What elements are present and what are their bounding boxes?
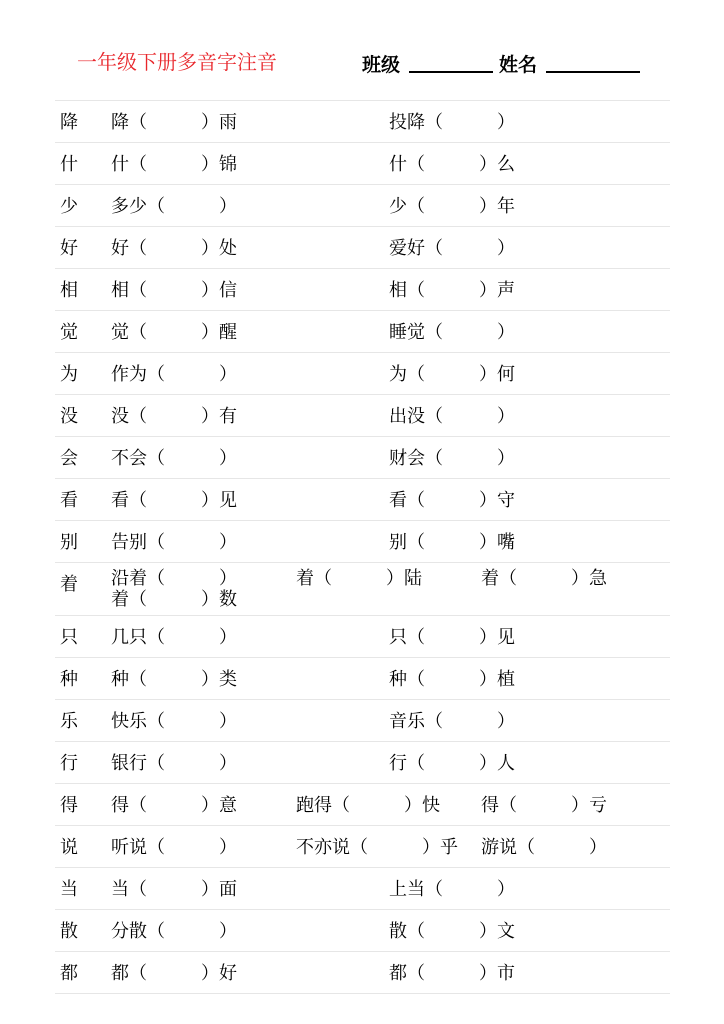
table-row	[55, 521, 670, 563]
polyphone-char: 少	[60, 196, 78, 217]
word-with-blank[interactable]: 当（ ）面	[111, 879, 237, 900]
word-with-blank[interactable]: 着（ ）陆	[296, 568, 422, 589]
polyphone-char: 什	[60, 154, 78, 175]
polyphone-char: 当	[60, 879, 78, 900]
table-row	[55, 563, 670, 616]
polyphone-table	[55, 100, 670, 994]
word-with-blank[interactable]: 散（ ）文	[389, 921, 515, 942]
word-with-blank[interactable]: 相（ ）声	[389, 280, 515, 301]
word-with-blank[interactable]: 少（ ）年	[389, 196, 515, 217]
word-with-blank[interactable]: 得（ ）亏	[481, 795, 607, 816]
word-with-blank[interactable]: 都（ ）市	[389, 963, 515, 984]
name-blank[interactable]	[546, 71, 640, 73]
polyphone-char: 为	[60, 364, 78, 385]
word-with-blank[interactable]: 财会（ ）	[389, 448, 515, 469]
word-with-blank[interactable]: 都（ ）好	[111, 963, 237, 984]
word-with-blank[interactable]: 相（ ）信	[111, 280, 237, 301]
worksheet-title: 一年级下册多音字注音	[77, 50, 277, 74]
word-with-blank[interactable]: 种（ ）类	[111, 669, 237, 690]
word-with-blank[interactable]: 降（ ）雨	[111, 112, 237, 133]
table-row	[55, 437, 670, 479]
polyphone-char: 得	[60, 795, 78, 816]
polyphone-char: 乐	[60, 711, 78, 732]
table-row	[55, 269, 670, 311]
table-row	[55, 227, 670, 269]
word-with-blank[interactable]: 别（ ）嘴	[389, 532, 515, 553]
word-with-blank[interactable]: 告别（ ）	[111, 532, 237, 553]
polyphone-char: 没	[60, 406, 78, 427]
table-row	[55, 700, 670, 742]
table-row	[55, 742, 670, 784]
word-with-blank[interactable]: 上当（ ）	[389, 879, 515, 900]
word-with-blank[interactable]: 音乐（ ）	[389, 711, 515, 732]
class-label: 班级	[362, 54, 401, 76]
word-with-blank[interactable]: 没（ ）有	[111, 406, 237, 427]
table-row	[55, 395, 670, 437]
name-label: 姓名	[499, 54, 538, 76]
polyphone-char: 种	[60, 669, 78, 690]
table-row	[55, 311, 670, 353]
word-with-blank[interactable]: 分散（ ）	[111, 921, 237, 942]
word-with-blank[interactable]: 不会（ ）	[111, 448, 237, 469]
polyphone-char: 散	[60, 921, 78, 942]
polyphone-char: 都	[60, 963, 78, 984]
word-with-blank[interactable]: 什（ ）么	[389, 154, 515, 175]
table-row	[55, 868, 670, 910]
table-row	[55, 952, 670, 994]
word-with-blank[interactable]: 种（ ）植	[389, 669, 515, 690]
table-row	[55, 616, 670, 658]
polyphone-char: 看	[60, 490, 78, 511]
table-row	[55, 101, 670, 143]
word-with-blank[interactable]: 着（ ）数	[111, 589, 237, 610]
table-row	[55, 658, 670, 700]
word-with-blank[interactable]: 着（ ）急	[481, 568, 607, 589]
word-with-blank[interactable]: 听说（ ）	[111, 837, 237, 858]
polyphone-char: 着	[60, 574, 78, 595]
polyphone-char: 说	[60, 837, 78, 858]
page-header	[0, 0, 724, 90]
word-with-blank[interactable]: 睡觉（ ）	[389, 322, 515, 343]
word-with-blank[interactable]: 看（ ）见	[111, 490, 237, 511]
word-with-blank[interactable]: 爱好（ ）	[389, 238, 515, 259]
table-row	[55, 826, 670, 868]
polyphone-char: 降	[60, 112, 78, 133]
table-row	[55, 353, 670, 395]
word-with-blank[interactable]: 行（ ）人	[389, 753, 515, 774]
word-with-blank[interactable]: 好（ ）处	[111, 238, 237, 259]
polyphone-char: 行	[60, 753, 78, 774]
table-row	[55, 185, 670, 227]
polyphone-char: 只	[60, 627, 78, 648]
word-with-blank[interactable]: 快乐（ ）	[111, 711, 237, 732]
word-with-blank[interactable]: 几只（ ）	[111, 627, 237, 648]
word-with-blank[interactable]: 跑得（ ）快	[296, 795, 440, 816]
word-with-blank[interactable]: 多少（ ）	[111, 196, 237, 217]
word-with-blank[interactable]: 投降（ ）	[389, 112, 515, 133]
polyphone-char: 别	[60, 532, 78, 553]
word-with-blank[interactable]: 只（ ）见	[389, 627, 515, 648]
word-with-blank[interactable]: 觉（ ）醒	[111, 322, 237, 343]
table-row	[55, 479, 670, 521]
polyphone-char: 觉	[60, 322, 78, 343]
word-with-blank[interactable]: 不亦说（ ）乎	[296, 837, 458, 858]
polyphone-char: 会	[60, 448, 78, 469]
word-with-blank[interactable]: 沿着（ ）	[111, 568, 237, 589]
word-with-blank[interactable]: 作为（ ）	[111, 364, 237, 385]
class-blank[interactable]	[409, 71, 493, 73]
table-row	[55, 143, 670, 185]
word-with-blank[interactable]: 为（ ）何	[389, 364, 515, 385]
polyphone-char: 相	[60, 280, 78, 301]
word-with-blank[interactable]: 银行（ ）	[111, 753, 237, 774]
word-with-blank[interactable]: 什（ ）锦	[111, 154, 237, 175]
table-row	[55, 784, 670, 826]
word-with-blank[interactable]: 出没（ ）	[389, 406, 515, 427]
word-with-blank[interactable]: 得（ ）意	[111, 795, 237, 816]
table-row	[55, 910, 670, 952]
polyphone-char: 好	[60, 238, 78, 259]
word-with-blank[interactable]: 看（ ）守	[389, 490, 515, 511]
word-with-blank[interactable]: 游说（ ）	[481, 837, 607, 858]
